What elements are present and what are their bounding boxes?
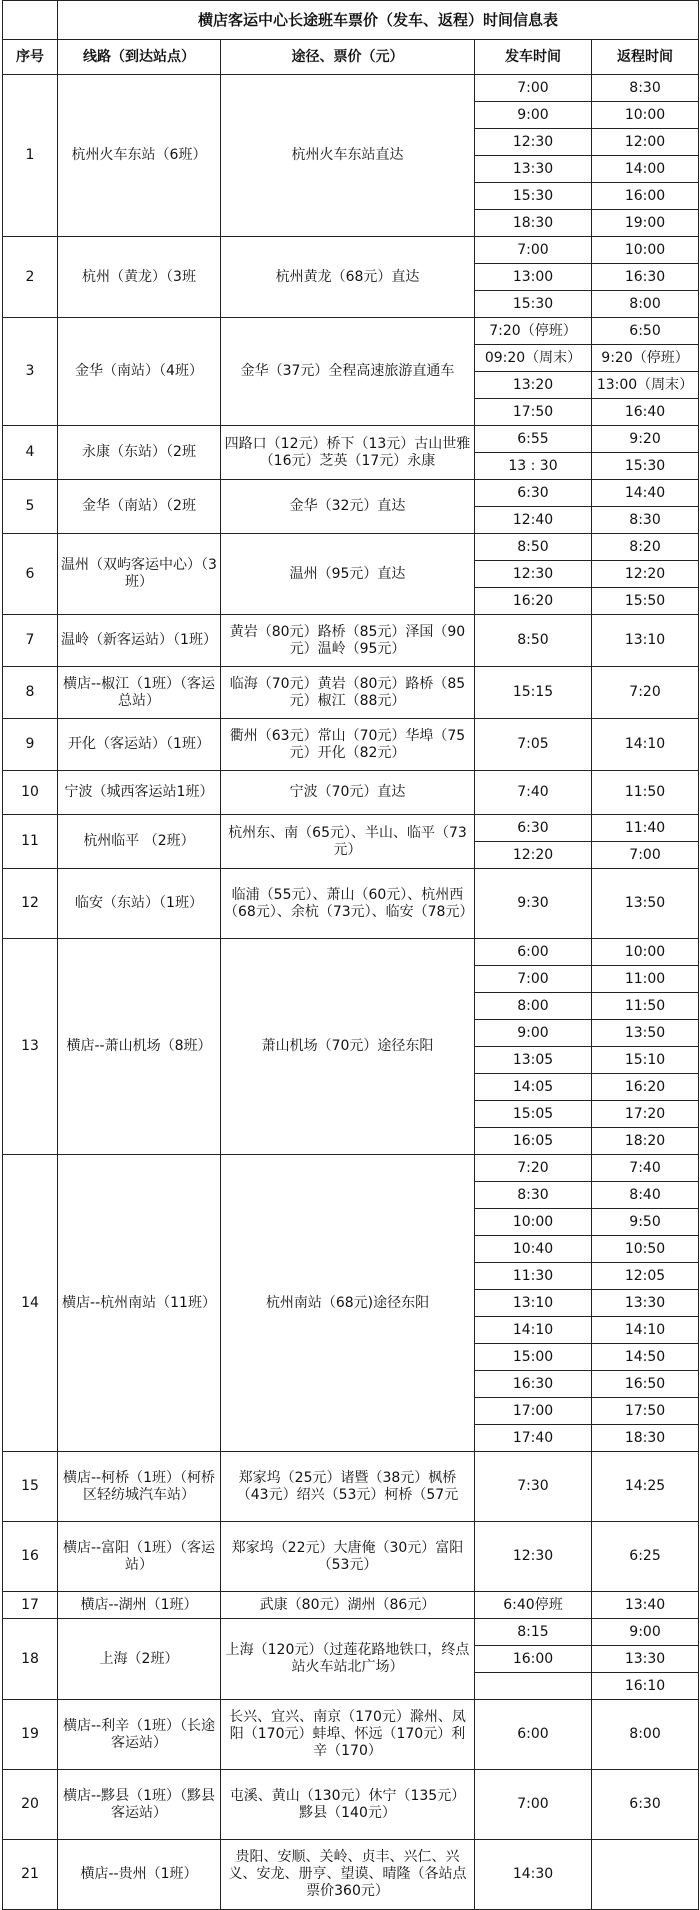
route-name-cell: 横店--杭州南站（11班） [58,1155,221,1452]
return-time-cell: 9:20 [592,426,699,453]
depart-time-cell: 15:00 [475,1344,592,1371]
route-no-cell: 3 [3,318,58,426]
return-time-cell: 12:00 [592,129,699,156]
depart-time-cell: 15:30 [475,291,592,318]
route-via-cell: 贵阳、安顺、关岭、贞丰、兴仁、兴义、安龙、册亨、望谟、晴隆（各站点票价360元） [221,1840,475,1910]
depart-time-cell: 12:30 [475,561,592,588]
table-row [3,815,699,842]
depart-time-cell: 7:00 [475,1770,592,1840]
depart-time-cell: 16:20 [475,588,592,615]
route-name-cell: 永康（东站）（2班 [58,426,221,480]
depart-time-cell: 6:00 [475,1700,592,1770]
route-via-cell: 杭州黄龙（68元）直达 [221,237,475,318]
route-name-cell: 横店--湖州（1班） [58,1592,221,1619]
depart-time-cell: 8:30 [475,1182,592,1209]
return-time-cell: 12:05 [592,1263,699,1290]
return-time-cell: 15:10 [592,1047,699,1074]
route-no-cell: 19 [3,1700,58,1770]
route-name-cell: 横店--柯桥（1班）（柯桥区轻纺城汽车站） [58,1452,221,1522]
return-time-cell: 9:50 [592,1209,699,1236]
depart-time-cell: 7:00 [475,237,592,264]
depart-time-cell: 12:40 [475,507,592,534]
header-depart: 发车时间 [475,40,592,75]
return-time-cell: 13:30 [592,1646,699,1673]
route-no-cell: 16 [3,1522,58,1592]
route-via-cell: 杭州南站（68元)途径东阳 [221,1155,475,1452]
table-row [3,1619,699,1646]
return-time-cell: 13:50 [592,1020,699,1047]
depart-time-cell: 18:30 [475,210,592,237]
route-no-cell: 14 [3,1155,58,1452]
table-row [3,939,699,966]
depart-time-cell: 09:20（周末） [475,345,592,372]
header-row [3,40,699,75]
return-time-cell: 18:30 [592,1425,699,1452]
return-time-cell: 17:50 [592,1398,699,1425]
return-time-cell: 14:40 [592,480,699,507]
route-no-cell: 8 [3,667,58,719]
table-row [3,1155,699,1182]
route-name-cell: 上海（2班） [58,1619,221,1700]
return-time-cell: 11:50 [592,771,699,815]
route-name-cell: 温岭（新客运站）（1班） [58,615,221,667]
route-no-cell: 6 [3,534,58,615]
route-via-cell: 金华（32元）直达 [221,480,475,534]
route-no-cell: 7 [3,615,58,667]
route-via-cell: 临海（70元）黄岩（80元）路桥（85元）椒江（88元） [221,667,475,719]
header-route: 线路（到达站点） [58,40,221,75]
depart-time-cell: 16:00 [475,1646,592,1673]
depart-time-cell: 8:00 [475,993,592,1020]
route-no-cell: 4 [3,426,58,480]
depart-time-cell: 10:40 [475,1236,592,1263]
depart-time-cell: 12:20 [475,842,592,869]
depart-time-cell: 14:30 [475,1840,592,1910]
table-row [3,426,699,453]
route-via-cell: 上海（120元）（过莲花路地铁口，终点站火车站北广场） [221,1619,475,1700]
depart-time-cell: 7:20（停班） [475,318,592,345]
depart-time-cell: 7:40 [475,771,592,815]
return-time-cell: 16:50 [592,1371,699,1398]
route-no-cell: 2 [3,237,58,318]
return-time-cell: 8:30 [592,75,699,102]
route-name-cell: 宁波（城西客运站1班） [58,771,221,815]
route-via-cell: 宁波（70元）直达 [221,771,475,815]
depart-time-cell: 6:30 [475,815,592,842]
route-name-cell: 横店--利辛（1班）（长途客运站） [58,1700,221,1770]
return-time-cell: 11:40 [592,815,699,842]
route-via-cell: 杭州东、南（65元）、半山、临平（73元） [221,815,475,869]
route-via-cell: 临浦（55元）、萧山（60元）、杭州西（68元）、余杭（73元）、临安（78元） [221,869,475,939]
return-time-cell: 13:00（周末） [592,372,699,399]
route-no-cell: 17 [3,1592,58,1619]
return-time-cell: 9:20（停班） [592,345,699,372]
return-time-cell: 6:30 [592,1770,699,1840]
return-time-cell [592,1840,699,1910]
depart-time-cell: 11:30 [475,1263,592,1290]
depart-time-cell: 12:30 [475,129,592,156]
return-time-cell: 8:30 [592,507,699,534]
table-row [3,1522,699,1592]
route-no-cell: 1 [3,75,58,237]
return-time-cell: 13:40 [592,1592,699,1619]
depart-time-cell: 17:00 [475,1398,592,1425]
route-no-cell: 10 [3,771,58,815]
depart-time-cell: 7:00 [475,75,592,102]
depart-time-cell: 14:05 [475,1074,592,1101]
return-time-cell: 15:30 [592,453,699,480]
return-time-cell: 10:00 [592,102,699,129]
return-time-cell: 6:50 [592,318,699,345]
depart-time-cell: 6:55 [475,426,592,453]
depart-time-cell: 13:10 [475,1290,592,1317]
return-time-cell: 11:50 [592,993,699,1020]
depart-time-cell: 14:10 [475,1317,592,1344]
table-row [3,771,699,815]
route-via-cell: 杭州火车东站直达 [221,75,475,237]
depart-time-cell: 8:15 [475,1619,592,1646]
return-time-cell: 10:00 [592,939,699,966]
table-row [3,534,699,561]
return-time-cell: 16:40 [592,399,699,426]
route-via-cell: 黄岩（80元）路桥（85元）泽国（90元）温岭（95元） [221,615,475,667]
return-time-cell: 8:00 [592,291,699,318]
route-name-cell: 横店--贵州（1班） [58,1840,221,1910]
header-return: 返程时间 [592,40,699,75]
table-row [3,480,699,507]
return-time-cell: 14:00 [592,156,699,183]
table-row [3,1840,699,1910]
depart-time-cell: 6:40停班 [475,1592,592,1619]
route-no-cell: 9 [3,719,58,771]
header-via: 途径、票价（元） [221,40,475,75]
depart-time-cell: 10:00 [475,1209,592,1236]
depart-time-cell: 7:20 [475,1155,592,1182]
depart-time-cell: 9:30 [475,869,592,939]
route-no-cell: 11 [3,815,58,869]
route-via-cell: 郑家坞（25元）诸暨（38元）枫桥（43元）绍兴（53元）柯桥（57元 [221,1452,475,1522]
table-row [3,719,699,771]
table-row [3,237,699,264]
title-corner-cell [3,1,58,40]
depart-time-cell: 6:00 [475,939,592,966]
return-time-cell: 16:10 [592,1673,699,1700]
return-time-cell: 16:00 [592,183,699,210]
table-row [3,1592,699,1619]
return-time-cell: 9:00 [592,1619,699,1646]
depart-time-cell: 8:50 [475,615,592,667]
route-name-cell: 杭州（黄龙）（3班 [58,237,221,318]
route-name-cell: 横店--椒江（1班）（客运总站） [58,667,221,719]
return-time-cell: 14:50 [592,1344,699,1371]
route-via-cell: 四路口（12元）桥下（13元）古山世雅（16元）芝英（17元）永康 [221,426,475,480]
return-time-cell: 7:40 [592,1155,699,1182]
return-time-cell: 7:00 [592,842,699,869]
route-name-cell: 横店--黟县（1班）（黟县客运站） [58,1770,221,1840]
return-time-cell: 8:20 [592,534,699,561]
depart-time-cell: 7:00 [475,966,592,993]
route-via-cell: 衢州（63元）常山（70元）华埠（75元）开化（82元） [221,719,475,771]
title-row [3,1,699,40]
route-name-cell: 横店--萧山机场（8班） [58,939,221,1155]
return-time-cell: 12:20 [592,561,699,588]
return-time-cell: 10:50 [592,1236,699,1263]
route-name-cell: 杭州火车东站（6班） [58,75,221,237]
depart-time-cell: 8:50 [475,534,592,561]
depart-time-cell: 17:50 [475,399,592,426]
depart-time-cell [475,1673,592,1700]
return-time-cell: 19:00 [592,210,699,237]
route-no-cell: 18 [3,1619,58,1700]
depart-time-cell: 13:05 [475,1047,592,1074]
return-time-cell: 7:20 [592,667,699,719]
return-time-cell: 14:10 [592,1317,699,1344]
return-time-cell: 14:10 [592,719,699,771]
fare-timetable [2,0,698,1910]
return-time-cell: 18:20 [592,1128,699,1155]
route-via-cell: 长兴、宜兴、南京（170元）滁州、凤阳（170元）蚌埠、怀远（170元）利辛（170） [221,1700,475,1770]
table-row [3,667,699,719]
route-name-cell: 金华（南站）（2班 [58,480,221,534]
depart-time-cell: 15:30 [475,183,592,210]
route-name-cell: 临安（东站）（1班） [58,869,221,939]
route-name-cell: 开化（客运站）（1班） [58,719,221,771]
depart-time-cell: 17:40 [475,1425,592,1452]
route-name-cell: 横店--富阳（1班）（客运站） [58,1522,221,1592]
route-via-cell: 郑家坞（22元）大唐俺（30元）富阳（53元） [221,1522,475,1592]
depart-time-cell: 15:15 [475,667,592,719]
return-time-cell: 6:25 [592,1522,699,1592]
depart-time-cell: 9:00 [475,102,592,129]
return-time-cell: 16:20 [592,1074,699,1101]
depart-time-cell: 7:30 [475,1452,592,1522]
return-time-cell: 13:50 [592,869,699,939]
return-time-cell: 13:30 [592,1290,699,1317]
route-name-cell: 杭州临平 （2班） [58,815,221,869]
route-via-cell: 金华（37元）全程高速旅游直通车 [221,318,475,426]
table-row [3,1700,699,1770]
table-row [3,1770,699,1840]
route-no-cell: 12 [3,869,58,939]
table-row [3,869,699,939]
depart-time-cell: 9:00 [475,1020,592,1047]
return-time-cell: 10:00 [592,237,699,264]
route-via-cell: 萧山机场（70元）途径东阳 [221,939,475,1155]
return-time-cell: 16:30 [592,264,699,291]
table-row [3,318,699,345]
depart-time-cell: 13 : 30 [475,453,592,480]
depart-time-cell: 13:20 [475,372,592,399]
depart-time-cell: 16:05 [475,1128,592,1155]
table-title: 横店客运中心长途班车票价（发车、返程）时间信息表 [58,1,699,40]
route-via-cell: 屯溪、黄山（130元）休宁（135元）黟县（140元） [221,1770,475,1840]
return-time-cell: 13:10 [592,615,699,667]
depart-time-cell: 7:05 [475,719,592,771]
route-via-cell: 温州（95元）直达 [221,534,475,615]
return-time-cell: 14:25 [592,1452,699,1522]
return-time-cell: 11:00 [592,966,699,993]
depart-time-cell: 13:00 [475,264,592,291]
depart-time-cell: 16:30 [475,1371,592,1398]
depart-time-cell: 15:05 [475,1101,592,1128]
schedule-table [2,0,699,1910]
depart-time-cell: 6:30 [475,480,592,507]
header-no: 序号 [3,40,58,75]
route-no-cell: 5 [3,480,58,534]
depart-time-cell: 12:30 [475,1522,592,1592]
route-via-cell: 武康（80元）湖州（86元） [221,1592,475,1619]
route-no-cell: 21 [3,1840,58,1910]
route-no-cell: 20 [3,1770,58,1840]
route-no-cell: 15 [3,1452,58,1522]
table-row [3,75,699,102]
depart-time-cell: 13:30 [475,156,592,183]
route-name-cell: 金华（南站）（4班） [58,318,221,426]
route-name-cell: 温州（双屿客运中心）（3班） [58,534,221,615]
return-time-cell: 15:50 [592,588,699,615]
return-time-cell: 8:00 [592,1700,699,1770]
return-time-cell: 8:40 [592,1182,699,1209]
return-time-cell: 17:20 [592,1101,699,1128]
table-row [3,615,699,667]
route-no-cell: 13 [3,939,58,1155]
table-row [3,1452,699,1522]
